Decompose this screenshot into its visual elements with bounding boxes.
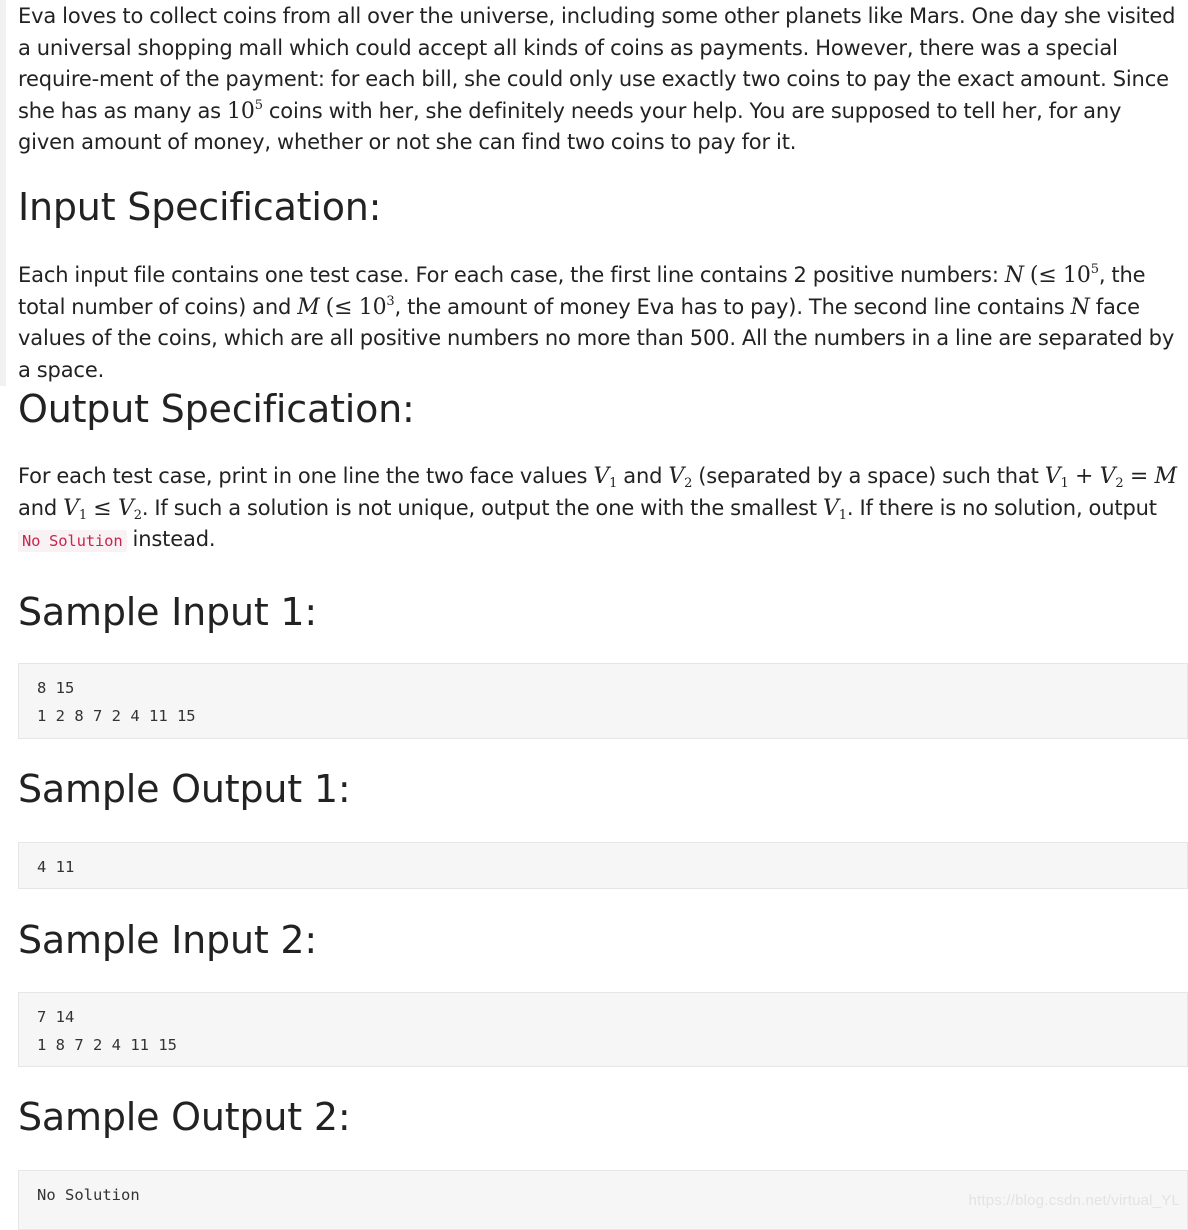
math-leq: ≤ <box>86 495 118 521</box>
output-spec-text-4: . If such a solution is not unique, output the one with the smallest <box>141 495 824 520</box>
sample-input-1-heading: Sample Input 1: <box>18 590 318 634</box>
math-plus: + <box>1068 464 1100 489</box>
sample-output-1-block[interactable] <box>18 842 1188 889</box>
output-spec-and: and <box>617 464 669 488</box>
math-m-bound <box>326 295 395 320</box>
math-v1-sub: 1 <box>609 476 618 491</box>
input-spec-paragraph <box>18 260 1178 386</box>
output-spec-text-5: . If there is no solution, output <box>846 495 1157 520</box>
math-leq-v1-letter: V <box>63 495 79 521</box>
math-eq-v1-sub: 1 <box>1060 476 1069 491</box>
math-smallest-v1-sub: 1 <box>838 507 847 523</box>
math-leq-v2-sub: 2 <box>133 507 142 523</box>
math-equals: = <box>1123 464 1155 489</box>
math-n-bound-open: (≤ <box>1029 263 1063 288</box>
output-spec-text-2: (separated by a space) such that <box>692 464 1045 488</box>
math-m: M <box>297 294 320 320</box>
output-spec-paragraph <box>18 461 1183 558</box>
sample-output-2-heading: Sample Output 2: <box>18 1095 351 1139</box>
sample-input-2-line-1: 7 14 <box>37 1008 75 1026</box>
watermark-text: https://blog.csdn.net/virtual_YL <box>968 1192 1180 1209</box>
intro-math-power <box>227 99 263 124</box>
math-m-bound-open: (≤ <box>325 294 359 320</box>
no-solution-code: No Solution <box>18 530 127 552</box>
sample-input-1-line-1: 8 15 <box>37 679 75 697</box>
math-v2 <box>668 464 692 489</box>
intro-text-2: coins with her, she definitely needs your help. You are supposed to tell her, for any given amount of money, whether or not she can find two coins to pay for it. <box>18 98 1122 154</box>
math-eq-m: M <box>1154 464 1177 489</box>
output-spec-text-1: For each test case, print in one line the two face values <box>18 464 594 488</box>
input-spec-text-2: , the total number of coins) and <box>18 263 1146 319</box>
math-n-bound <box>1030 263 1099 288</box>
math-sum-equation <box>1045 464 1177 489</box>
math-n: N <box>1004 263 1024 288</box>
intro-paragraph <box>18 1 1178 159</box>
math-leq-v2-letter: V <box>117 495 134 521</box>
math-m-exp: 3 <box>386 293 395 309</box>
math-leq-relation <box>63 496 142 521</box>
input-spec-text-3: , the amount of money Eva has to pay). The second line contains <box>394 294 1071 319</box>
math-smallest-v1-letter: V <box>823 495 839 521</box>
input-spec-text-1: Each input file contains one test case. For each case, the first line contains 2 positive numbers: <box>18 263 1005 287</box>
math-eq-v2-letter: V <box>1099 464 1116 489</box>
math-m-base: 10 <box>358 294 387 320</box>
intro-power-base: 10 <box>227 98 255 124</box>
math-n-base: 10 <box>1062 263 1091 288</box>
math-n-2: N <box>1070 294 1090 320</box>
sample-input-2-block[interactable] <box>18 992 1188 1067</box>
intro-power-exp: 5 <box>254 97 263 113</box>
math-smallest-v1 <box>823 496 847 521</box>
output-spec-heading: Output Specification: <box>18 387 415 431</box>
blockquote-rule <box>0 0 6 386</box>
input-spec-text-4: face values of the coins, which are all positive numbers no more than 500. All the numbers in a line are separated by a space. <box>18 294 1175 382</box>
math-eq-v2-sub: 2 <box>1115 476 1124 491</box>
math-v1 <box>593 464 617 489</box>
input-spec-heading: Input Specification: <box>18 185 382 229</box>
sample-input-1-block[interactable] <box>18 663 1188 739</box>
math-leq-v1-sub: 1 <box>78 507 87 523</box>
sample-input-2-heading: Sample Input 2: <box>18 918 318 962</box>
math-v1-letter: V <box>593 464 610 489</box>
sample-output-2-line-1: No Solution <box>37 1186 140 1204</box>
sample-input-2-line-2: 1 8 7 2 4 11 15 <box>37 1036 177 1054</box>
sample-output-1-line-1: 4 11 <box>37 858 75 876</box>
math-eq-v1-letter: V <box>1044 464 1061 489</box>
math-v2-sub: 2 <box>684 476 693 491</box>
sample-input-1-line-2: 1 2 8 7 2 4 11 15 <box>37 707 196 725</box>
sample-output-1-heading: Sample Output 1: <box>18 767 351 811</box>
math-n-exp: 5 <box>1090 262 1099 277</box>
output-spec-text-6: instead. <box>126 527 216 551</box>
math-v2-letter: V <box>668 464 685 489</box>
output-spec-text-3: and <box>18 495 64 520</box>
intro-text-1: Eva loves to collect coins from all over the universe, including some other planets like Mars. One day she visited a universal shopping mall which could accept all kinds of coins as payments. However, there was a special require-ment of the payment: for each bill, she could only use exactly two coins to pay the exact amount. Since she has as many as <box>18 4 1176 123</box>
